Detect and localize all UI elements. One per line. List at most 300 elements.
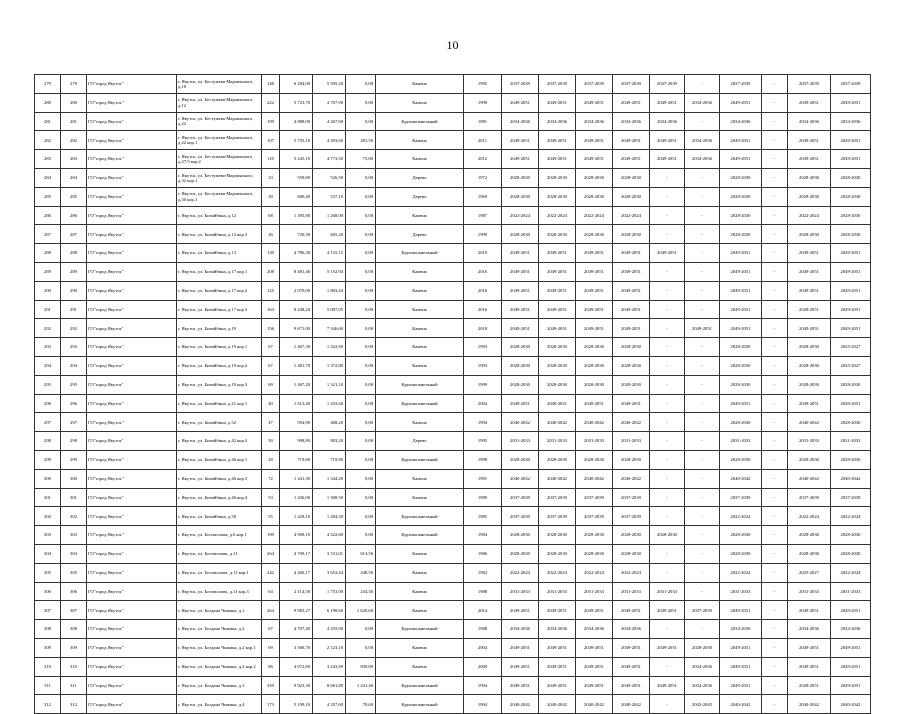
- table-cell: 234,30: [346, 582, 376, 601]
- table-cell: ГО"город Якутск": [87, 281, 177, 300]
- table-cell: 199: [262, 112, 280, 131]
- table-cell: 301: [61, 488, 87, 507]
- table-cell: 86: [262, 657, 280, 676]
- table-cell: 1 322,90: [313, 338, 346, 357]
- table-cell: 2040-2042: [788, 469, 831, 488]
- table-cell: -: [685, 225, 720, 244]
- table-cell: 222: [262, 93, 280, 112]
- table-cell: 5 245,10: [280, 150, 313, 169]
- table-cell: 2022-2024: [576, 563, 613, 582]
- table-cell: -: [685, 413, 720, 432]
- table-cell: 2028-2030: [502, 168, 539, 187]
- table-cell: 2028-2030: [788, 356, 831, 375]
- table-cell: -: [650, 469, 685, 488]
- table-cell: 4 888,00: [280, 112, 313, 131]
- table-cell: 2037-2039: [788, 488, 831, 507]
- table-cell: 0,00: [346, 638, 376, 657]
- table-cell: 2028-2030: [576, 526, 613, 545]
- table-cell: Камень: [376, 300, 464, 319]
- table-cell: 304: [61, 544, 87, 563]
- table-cell: 2049-2051: [539, 319, 576, 338]
- table-cell: -: [650, 507, 685, 526]
- table-cell: 2049-2051: [831, 93, 871, 112]
- table-cell: 2049-2051: [613, 676, 650, 695]
- table-body: [35, 75, 871, 714]
- table-cell: 107: [262, 131, 280, 150]
- table-cell: -: [762, 488, 788, 507]
- table-cell: г. Якутск, ул. Бестужева-Марлинского, д.10: [177, 75, 262, 94]
- table-cell: 304: [35, 544, 61, 563]
- table-cell: ГО"город Якутск": [87, 394, 177, 413]
- table-cell: ГО"город Якутск": [87, 300, 177, 319]
- table-cell: -: [762, 150, 788, 169]
- table-cell: Камень: [376, 281, 464, 300]
- table-cell: -: [685, 168, 720, 187]
- table-cell: 47: [262, 413, 280, 432]
- table-cell: г. Якутск, ул. Богомолова, д.11: [177, 544, 262, 563]
- table-cell: 2031-2033: [539, 582, 576, 601]
- table-cell: 1982: [464, 563, 502, 582]
- table-cell: 2028-2030: [831, 375, 871, 394]
- table-cell: 537,10: [313, 187, 346, 206]
- table-cell: -: [685, 356, 720, 375]
- table-cell: 293: [61, 338, 87, 357]
- table-cell: 2049-2051: [831, 131, 871, 150]
- table-cell: г. Якутск, ул. Богдана Чижика, д.3: [177, 676, 262, 695]
- table-cell: ГО"город Якутск": [87, 262, 177, 281]
- table-cell: -: [762, 432, 788, 451]
- table-cell: 2034-2036: [685, 676, 720, 695]
- table-cell: 0,00: [346, 507, 376, 526]
- table-cell: 1 481,70: [280, 356, 313, 375]
- table-cell: 281: [61, 112, 87, 131]
- table-cell: -: [685, 488, 720, 507]
- table-cell: 4 267,90: [313, 112, 346, 131]
- table-cell: 2049-2051: [502, 93, 539, 112]
- table-cell: 50: [262, 432, 280, 451]
- table-cell: 2022-2024: [720, 507, 762, 526]
- table-cell: 2049-2051: [720, 394, 762, 413]
- table-cell: 0,00: [346, 356, 376, 375]
- table-cell: 0,00: [346, 206, 376, 225]
- table-cell: 2012: [464, 150, 502, 169]
- table-cell: 2040-2042: [576, 469, 613, 488]
- table-cell: -: [650, 394, 685, 413]
- table-cell: 295: [35, 375, 61, 394]
- table-cell: 4 786,30: [280, 244, 313, 263]
- table-cell: 2011: [464, 131, 502, 150]
- table-row: [35, 338, 871, 357]
- table-cell: 2031-2033: [613, 432, 650, 451]
- table-cell: 2049-2051: [539, 394, 576, 413]
- table-cell: ГО"город Якутск": [87, 338, 177, 357]
- table-cell: -: [685, 244, 720, 263]
- table-cell: 2040-2042: [831, 695, 871, 714]
- table-cell: 2031-2033: [539, 432, 576, 451]
- table-cell: 2049-2051: [613, 300, 650, 319]
- table-cell: -: [685, 206, 720, 225]
- table-cell: 2028-2030: [502, 356, 539, 375]
- table-cell: 1 436,00: [280, 488, 313, 507]
- table-cell: 305: [61, 563, 87, 582]
- table-cell: 2040-2042: [576, 413, 613, 432]
- table-cell: 2049-2051: [788, 300, 831, 319]
- table-cell: 2049-2051: [613, 657, 650, 676]
- table-cell: 2049-2051: [576, 676, 613, 695]
- table-cell: 2037-2039: [576, 75, 613, 94]
- table-cell: 2031-2033: [788, 582, 831, 601]
- table-cell: 1 308,50: [313, 488, 346, 507]
- table-cell: 1981: [464, 112, 502, 131]
- table-cell: 600,40: [280, 187, 313, 206]
- table-cell: ГО"город Якутск": [87, 187, 177, 206]
- table-cell: 2049-2051: [613, 244, 650, 263]
- table-cell: -: [685, 620, 720, 639]
- table-cell: 312: [61, 695, 87, 714]
- table-cell: 2049-2051: [788, 319, 831, 338]
- table-cell: 2049-2051: [613, 262, 650, 281]
- table-cell: 2049-2051: [788, 93, 831, 112]
- table-cell: 2022-2024: [720, 563, 762, 582]
- table-cell: -: [762, 469, 788, 488]
- table-cell: 2004: [464, 394, 502, 413]
- table-cell: 0,00: [346, 620, 376, 639]
- table-cell: 2049-2051: [539, 676, 576, 695]
- table-cell: 2049-2051: [720, 244, 762, 263]
- table-cell: 2028-2030: [613, 187, 650, 206]
- table-cell: 2028-2030: [576, 187, 613, 206]
- table-cell: 2034-2036: [685, 150, 720, 169]
- table-cell: 2031-2033: [720, 582, 762, 601]
- table-cell: 3 243,89: [313, 657, 346, 676]
- table-cell: г. Якутск, ул. Бизийбина, д.32: [177, 413, 262, 432]
- table-cell: 2034-2036: [720, 620, 762, 639]
- table-cell: 2028-2030: [788, 544, 831, 563]
- table-cell: г. Якутск, ул. Богомолова, д.11 кор.1: [177, 563, 262, 582]
- table-cell: 2028-2030: [576, 225, 613, 244]
- table-cell: 2049-2051: [788, 281, 831, 300]
- table-cell: 64: [262, 582, 280, 601]
- table-cell: 1995: [464, 75, 502, 94]
- table-cell: 2049-2051: [650, 244, 685, 263]
- table-cell: 2028-2030: [539, 168, 576, 187]
- table-cell: 75,00: [346, 150, 376, 169]
- table-cell: 125: [262, 281, 280, 300]
- table-cell: 2049-2051: [502, 319, 539, 338]
- table-cell: 5 087,05: [313, 300, 346, 319]
- table-cell: 1 284,30: [313, 507, 346, 526]
- table-cell: 40: [262, 394, 280, 413]
- table-cell: 290: [61, 281, 87, 300]
- table-cell: Крупнопанельный: [376, 450, 464, 469]
- table-cell: 1994: [464, 676, 502, 695]
- table-cell: 299: [35, 450, 61, 469]
- table-cell: 2049-2051: [502, 676, 539, 695]
- table-cell: 292: [61, 319, 87, 338]
- table-cell: 2040-2042: [720, 695, 762, 714]
- table-cell: 300: [35, 469, 61, 488]
- table-cell: 2049-2051: [539, 150, 576, 169]
- table-cell: 2037-2039: [613, 507, 650, 526]
- table-cell: Крупнопанельный: [376, 526, 464, 545]
- table-cell: -: [650, 338, 685, 357]
- table-cell: 2028-2030: [720, 356, 762, 375]
- table-cell: 2037-2039: [576, 488, 613, 507]
- table-cell: 2028-2030: [685, 638, 720, 657]
- table-cell: г. Якутск, ул. Богдана Чижика, д.2 кор.1: [177, 638, 262, 657]
- table-cell: ГО"город Якутск": [87, 488, 177, 507]
- table-cell: ГО"город Якутск": [87, 206, 177, 225]
- table-cell: 2049-2051: [720, 262, 762, 281]
- table-cell: -: [762, 563, 788, 582]
- table-cell: 2049-2051: [831, 638, 871, 657]
- table-cell: -: [685, 526, 720, 545]
- table-row: [35, 638, 871, 657]
- table-cell: 2034-2036: [502, 620, 539, 639]
- table-cell: 1998: [464, 450, 502, 469]
- table-row: [35, 319, 871, 338]
- table-cell: 0,00: [346, 168, 376, 187]
- table-cell: 448,50: [346, 563, 376, 582]
- table-cell: 719,80: [313, 450, 346, 469]
- table-row: [35, 526, 871, 545]
- table-cell: 2049-2051: [788, 131, 831, 150]
- table-cell: 0,00: [346, 225, 376, 244]
- table-cell: 2049-2051: [502, 657, 539, 676]
- table-cell: 2028-2030: [576, 375, 613, 394]
- table-cell: 2037-2039: [831, 75, 871, 94]
- table-cell: 1984: [464, 526, 502, 545]
- table-cell: 2022-2024: [539, 206, 576, 225]
- table-cell: 9 671,00: [280, 319, 313, 338]
- table-cell: 2049-2051: [831, 150, 871, 169]
- table-cell: ГО"город Якутск": [87, 93, 177, 112]
- table-cell: 1 395,80: [280, 206, 313, 225]
- table-cell: -: [762, 300, 788, 319]
- table-cell: -: [762, 657, 788, 676]
- table-cell: 0,00: [346, 187, 376, 206]
- table-cell: 1 241,40: [346, 676, 376, 695]
- table-cell: Камень: [376, 150, 464, 169]
- table-cell: -: [685, 469, 720, 488]
- table-cell: 67: [262, 356, 280, 375]
- table-cell: 2022-2024: [502, 206, 539, 225]
- table-cell: 30: [262, 187, 280, 206]
- table-cell: 2049-2051: [613, 601, 650, 620]
- table-cell: 2028-2030: [613, 356, 650, 375]
- table-cell: 2034-2036: [788, 112, 831, 131]
- table-cell: 282: [35, 131, 61, 150]
- table-cell: 2049-2051: [831, 262, 871, 281]
- table-cell: 2028-2030: [720, 338, 762, 357]
- table-cell: 2028-2030: [720, 413, 762, 432]
- table-cell: 2028-2030: [831, 206, 871, 225]
- table-cell: 0,00: [346, 394, 376, 413]
- table-cell: 2028-2030: [502, 225, 539, 244]
- table-cell: Камень: [376, 544, 464, 563]
- table-row: [35, 620, 871, 639]
- table-cell: 2028-2030: [576, 450, 613, 469]
- table-cell: 3 306,70: [280, 638, 313, 657]
- table-cell: 2040-2042: [720, 469, 762, 488]
- table-cell: 2049-2051: [576, 281, 613, 300]
- table-cell: 4 322,60: [313, 526, 346, 545]
- table-cell: 297: [61, 413, 87, 432]
- table-cell: 2028-2030: [831, 413, 871, 432]
- table-cell: 2028-2030: [788, 168, 831, 187]
- table-cell: 302: [35, 507, 61, 526]
- table-cell: 2034-2036: [576, 620, 613, 639]
- table-cell: 2037-2039: [831, 488, 871, 507]
- table-cell: ГО"город Якутск": [87, 150, 177, 169]
- table-cell: -: [650, 319, 685, 338]
- table-cell: ГО"город Якутск": [87, 225, 177, 244]
- table-cell: 287: [61, 225, 87, 244]
- table-cell: 613,56: [346, 544, 376, 563]
- table-row: [35, 300, 871, 319]
- table-cell: 1994: [464, 413, 502, 432]
- table-cell: -: [762, 281, 788, 300]
- table-cell: -: [762, 526, 788, 545]
- table-cell: 279: [35, 75, 61, 94]
- table-cell: 2028-2030: [539, 225, 576, 244]
- table-cell: -: [762, 244, 788, 263]
- table-cell: -: [762, 131, 788, 150]
- table-cell: ГО"город Якутск": [87, 168, 177, 187]
- table-cell: 2034-2036: [788, 620, 831, 639]
- table-cell: 468,20: [313, 413, 346, 432]
- table-cell: 2022-2024: [613, 206, 650, 225]
- table-cell: 2049-2051: [613, 150, 650, 169]
- table-cell: 2028-2030: [831, 168, 871, 187]
- table-cell: 2022-2024: [613, 563, 650, 582]
- table-cell: -: [762, 262, 788, 281]
- table-cell: 2049-2051: [502, 150, 539, 169]
- table-cell: 286: [35, 206, 61, 225]
- table-cell: 2049-2051: [576, 657, 613, 676]
- table-cell: 2028-2030: [502, 526, 539, 545]
- table-cell: 2049-2051: [831, 244, 871, 263]
- table-cell: г. Якутск, ул. Бизийбина, д.12 кор.3: [177, 225, 262, 244]
- table-cell: 4 260,17: [280, 563, 313, 582]
- table-cell: ГО"город Якутск": [87, 695, 177, 714]
- table-cell: ГО"город Якутск": [87, 450, 177, 469]
- table-cell: 2049-2051: [720, 131, 762, 150]
- table-cell: 309: [61, 638, 87, 657]
- table-cell: 2049-2051: [502, 300, 539, 319]
- table-cell: 2028-2030: [576, 356, 613, 375]
- table-cell: 1986: [464, 544, 502, 563]
- table-cell: 2049-2051: [720, 300, 762, 319]
- table-cell: 2031-2033: [831, 432, 871, 451]
- table-cell: Крупнопанельный: [376, 394, 464, 413]
- table-cell: 2028-2030: [502, 544, 539, 563]
- table-cell: 2028-2030: [613, 225, 650, 244]
- table-cell: 2037-2039: [720, 75, 762, 94]
- table-cell: 2028-2030: [613, 168, 650, 187]
- table-cell: 4 773,50: [313, 150, 346, 169]
- table-cell: 173: [262, 695, 280, 714]
- table-cell: 2037-2039: [650, 75, 685, 94]
- table-cell: Камень: [376, 206, 464, 225]
- table-cell: 2049-2051: [831, 300, 871, 319]
- table-cell: 298: [35, 432, 61, 451]
- table-cell: -: [762, 187, 788, 206]
- table-cell: 2037-2039: [539, 507, 576, 526]
- table-cell: 2028-2030: [502, 338, 539, 357]
- table-cell: 2034-2036: [685, 93, 720, 112]
- table-cell: 2031-2033: [831, 582, 871, 601]
- table-row: [35, 563, 871, 582]
- table-cell: г. Якутск, ул. Богдана Чижика, д.1: [177, 601, 262, 620]
- table-cell: 2049-2051: [831, 676, 871, 695]
- table-cell: ГО"город Якутск": [87, 563, 177, 582]
- table-cell: -: [762, 206, 788, 225]
- table-cell: -: [685, 112, 720, 131]
- table-row: [35, 469, 871, 488]
- table-cell: Крупнопанельный: [376, 620, 464, 639]
- table-cell: -: [650, 375, 685, 394]
- table-cell: г. Якутск, ул. Богомолова, д.11 кор.3: [177, 582, 262, 601]
- table-cell: 7 346,60: [313, 319, 346, 338]
- table-cell: ГО"город Якутск": [87, 319, 177, 338]
- table-cell: г. Якутск, ул. Богдана Чижика, д.2 кор.2: [177, 657, 262, 676]
- table-cell: 287: [35, 225, 61, 244]
- table-cell: 1989: [464, 488, 502, 507]
- table-cell: 2 123,10: [313, 638, 346, 657]
- table-cell: 2040-2042: [502, 695, 539, 714]
- table-cell: 2049-2051: [539, 657, 576, 676]
- table-cell: 2049-2051: [788, 601, 831, 620]
- table-cell: 8 681,80: [313, 676, 346, 695]
- table-cell: 4 908,10: [280, 526, 313, 545]
- table-cell: Камень: [376, 319, 464, 338]
- table-cell: 2022-2024: [831, 507, 871, 526]
- table-cell: ГО"город Якутск": [87, 507, 177, 526]
- table-cell: 8 438,20: [280, 300, 313, 319]
- table-cell: г. Якутск, ул. Бестужева-Марлинского, д.50 кор.1: [177, 187, 262, 206]
- table-cell: -: [762, 582, 788, 601]
- table-cell: ГО"город Якутск": [87, 544, 177, 563]
- table-cell: -: [762, 356, 788, 375]
- table-cell: 2049-2051: [720, 638, 762, 657]
- table-cell: 2028-2030: [613, 526, 650, 545]
- table-cell: Камень: [376, 413, 464, 432]
- table-cell: 281,50: [346, 131, 376, 150]
- table-cell: 2031-2033: [788, 432, 831, 451]
- table-cell: 1 441,30: [280, 469, 313, 488]
- table-cell: -: [762, 544, 788, 563]
- table-cell: 2028-2030: [539, 187, 576, 206]
- table-cell: 307: [61, 601, 87, 620]
- table-cell: 2049-2051: [720, 319, 762, 338]
- table-cell: 1972: [464, 168, 502, 187]
- table-cell: 2016: [464, 281, 502, 300]
- table-cell: 2049-2051: [576, 394, 613, 413]
- table-cell: 2049-2051: [613, 93, 650, 112]
- table-cell: 2049-2051: [788, 394, 831, 413]
- table-cell: 2034-2036: [720, 112, 762, 131]
- table-row: [35, 168, 871, 187]
- table-cell: 282: [61, 131, 87, 150]
- table-cell: 1 467,30: [280, 338, 313, 357]
- table-cell: 208: [262, 262, 280, 281]
- table-cell: 2028-2030: [720, 526, 762, 545]
- table-cell: 2040-2042: [502, 469, 539, 488]
- table-cell: 307: [35, 601, 61, 620]
- table-row: [35, 262, 871, 281]
- table-cell: 2049-2051: [539, 262, 576, 281]
